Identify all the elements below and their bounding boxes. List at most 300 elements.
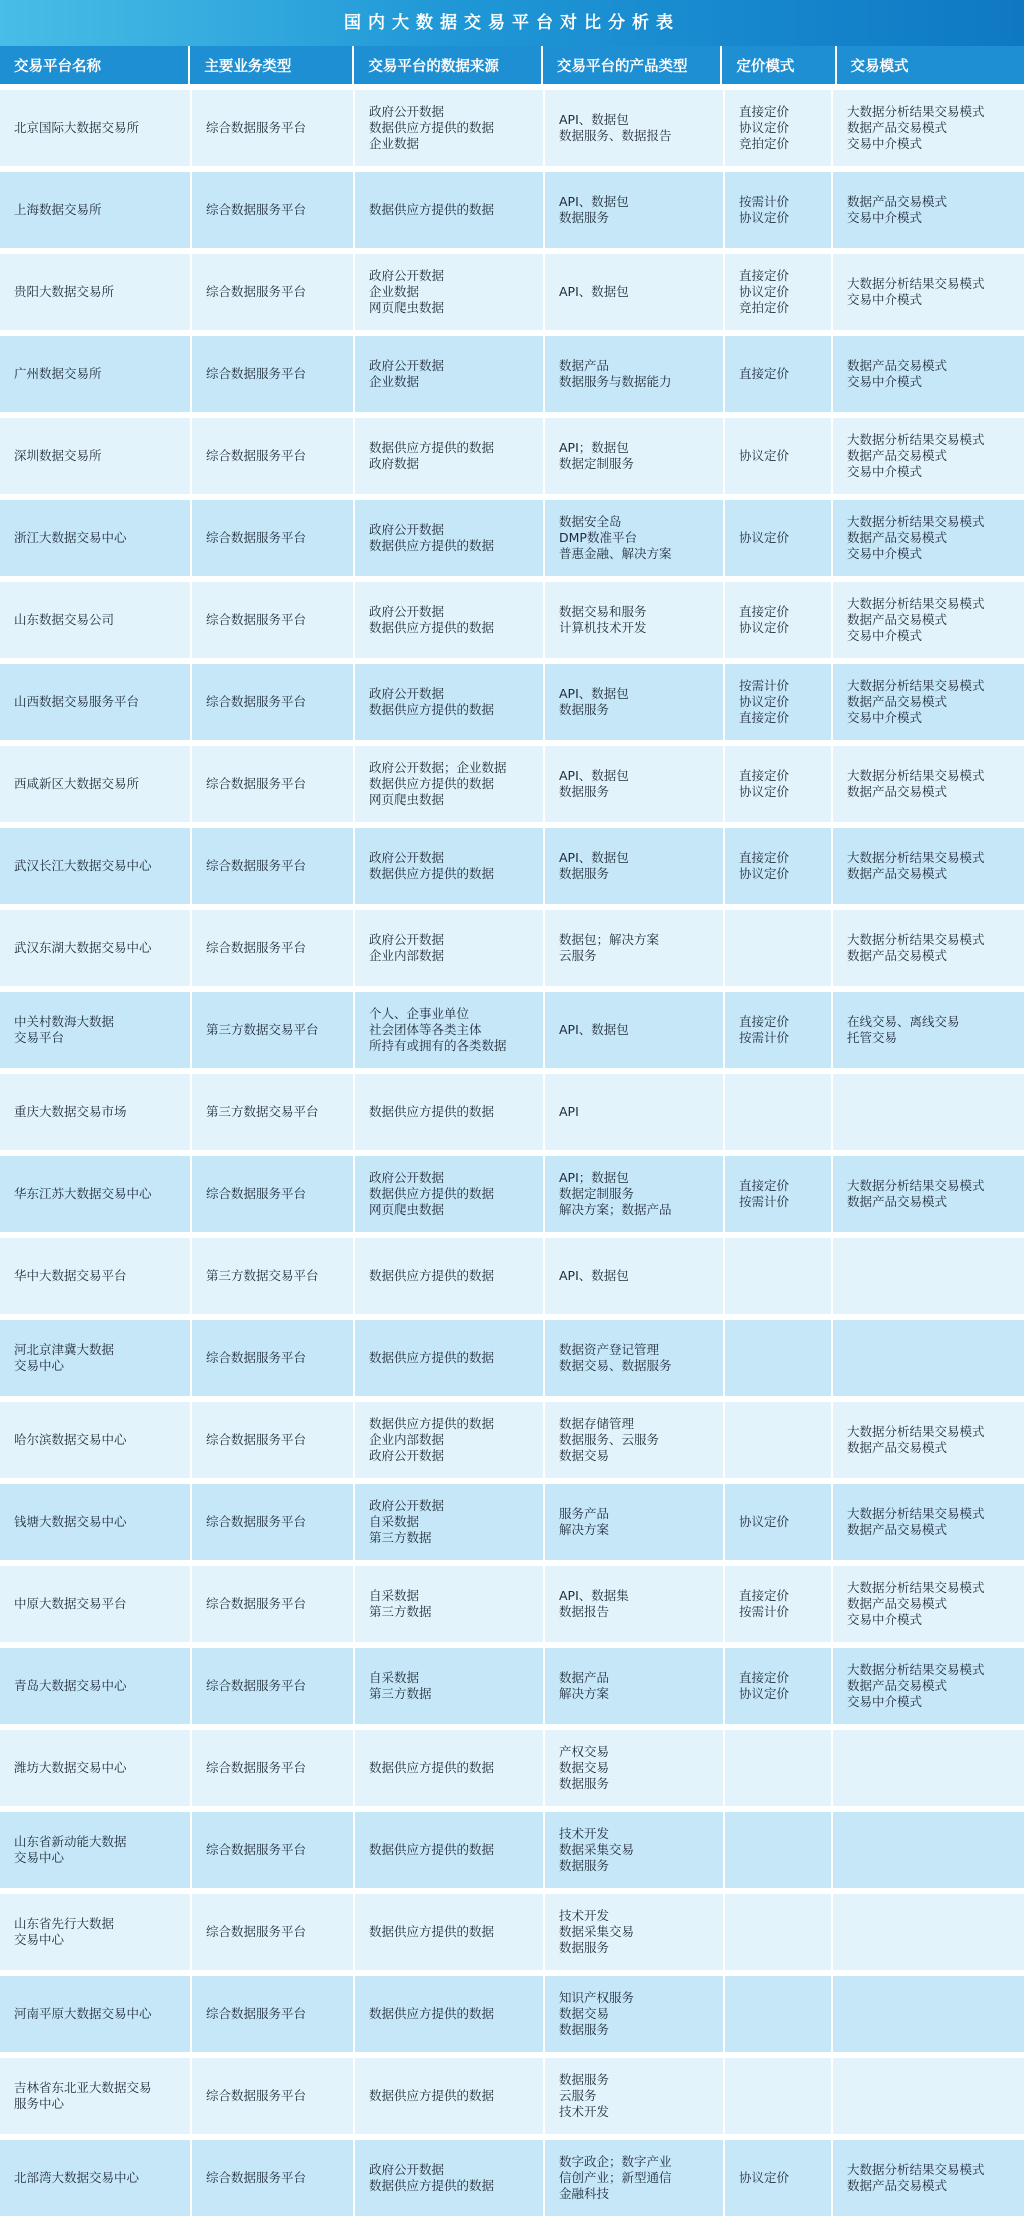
cell-line: 技术开发: [559, 1908, 610, 1923]
table-row: [0, 1402, 1024, 1478]
cell-line: 河南平原大数据交易中心: [14, 2006, 152, 2021]
cell-line: 数据采集交易: [559, 1924, 635, 1939]
cell-line: 北部湾大数据交易中心: [14, 2170, 140, 2185]
cell-line: 按需计价: [739, 1194, 790, 1209]
pricing-model-cell: [725, 1320, 833, 1396]
cell-line: API、数据包: [559, 686, 629, 701]
pricing-model-cell: [725, 582, 833, 658]
product-type-cell: [545, 336, 725, 412]
cell-line: 数据产品交易模式: [847, 448, 948, 463]
business-type-cell: [192, 254, 355, 330]
table-row: [0, 2058, 1024, 2134]
cell-line: 华中大数据交易平台: [14, 1268, 127, 1283]
pricing-model-cell: [725, 746, 833, 822]
cell-line: 综合数据服务平台: [206, 2006, 307, 2021]
cell-line: 数据服务: [559, 1858, 610, 1873]
cell-line: 数据定制服务: [559, 456, 635, 471]
table-row: [0, 500, 1024, 576]
cell-line: 交易中介模式: [847, 136, 923, 151]
data-source-cell: [355, 336, 545, 412]
cell-line: 大数据分析结果交易模式: [847, 2162, 985, 2177]
pricing-model-cell: [725, 664, 833, 740]
cell-line: 解决方案；数据产品: [559, 1202, 672, 1217]
cell-line: 政府公开数据: [369, 522, 445, 537]
trade-model-cell: [833, 1812, 1024, 1888]
cell-line: 数据产品: [559, 1670, 610, 1685]
platform-name-cell: [0, 254, 192, 330]
product-type-cell: [545, 1648, 725, 1724]
table-row: [0, 1484, 1024, 1560]
cell-line: 数据产品交易模式: [847, 530, 948, 545]
data-source-cell: [355, 582, 545, 658]
header-pricing-model: 定价模式: [722, 46, 836, 84]
trade-model-cell: [833, 1320, 1024, 1396]
cell-line: 数据服务: [559, 1940, 610, 1955]
cell-line: API、数据包: [559, 768, 629, 783]
cell-line: 综合数据服务平台: [206, 284, 307, 299]
cell-line: 数据交易: [559, 2006, 610, 2021]
cell-line: 数据产品交易模式: [847, 1678, 948, 1693]
platform-name-cell: [0, 1402, 192, 1478]
cell-line: 大数据分析结果交易模式: [847, 1506, 985, 1521]
header-business-type: 主要业务类型: [190, 46, 354, 84]
cell-line: 数据服务: [559, 2072, 610, 2087]
product-type-cell: [545, 2140, 725, 2216]
product-type-cell: [545, 910, 725, 986]
cell-line: 政府公开数据: [369, 1170, 445, 1185]
business-type-cell: [192, 992, 355, 1068]
table-row: [0, 1074, 1024, 1150]
business-type-cell: [192, 500, 355, 576]
cell-line: 综合数据服务平台: [206, 202, 307, 217]
platform-name-cell: [0, 1976, 192, 2052]
pricing-model-cell: [725, 1484, 833, 1560]
trade-model-cell: [833, 1976, 1024, 2052]
cell-line: API、数据包: [559, 284, 629, 299]
trade-model-cell: [833, 828, 1024, 904]
product-type-cell: [545, 1238, 725, 1314]
cell-line: 数据资产登记管理: [559, 1342, 660, 1357]
cell-line: 直接定价: [739, 1588, 790, 1603]
trade-model-cell: [833, 1894, 1024, 1970]
cell-line: 直接定价: [739, 1670, 790, 1685]
product-type-cell: [545, 90, 725, 166]
cell-line: 网页爬虫数据: [369, 300, 445, 315]
business-type-cell: [192, 910, 355, 986]
cell-line: 政府数据: [369, 456, 420, 471]
cell-line: 综合数据服务平台: [206, 448, 307, 463]
table-row: [0, 254, 1024, 330]
cell-line: 交易中介模式: [847, 464, 923, 479]
business-type-cell: [192, 1320, 355, 1396]
cell-line: 第三方数据交易平台: [206, 1268, 319, 1283]
platform-name-cell: [0, 418, 192, 494]
data-source-cell: [355, 1320, 545, 1396]
pricing-model-cell: [725, 1156, 833, 1232]
cell-line: 数字政企；数字产业: [559, 2154, 672, 2169]
cell-line: 综合数据服务平台: [206, 858, 307, 873]
cell-line: 上海数据交易所: [14, 202, 102, 217]
cell-line: 数据产品: [559, 358, 610, 373]
cell-line: 协议定价: [739, 284, 790, 299]
cell-line: 在线交易、离线交易: [847, 1014, 960, 1029]
cell-line: 综合数据服务平台: [206, 530, 307, 545]
cell-line: 数据服务: [559, 702, 610, 717]
business-type-cell: [192, 1976, 355, 2052]
trade-model-cell: [833, 582, 1024, 658]
data-source-cell: [355, 1648, 545, 1724]
cell-line: 第三方数据: [369, 1686, 432, 1701]
cell-line: API、数据包: [559, 850, 629, 865]
cell-line: 数据服务与数据能力: [559, 374, 672, 389]
header-data-source: 交易平台的数据来源: [354, 46, 543, 84]
trade-model-cell: [833, 2058, 1024, 2134]
cell-line: 普惠金融、解决方案: [559, 546, 672, 561]
data-source-cell: [355, 910, 545, 986]
cell-line: 数据供应方提供的数据: [369, 440, 495, 455]
cell-line: 数据服务: [559, 210, 610, 225]
cell-line: 解决方案: [559, 1686, 610, 1701]
platform-name-cell: [0, 992, 192, 1068]
cell-line: API、数据集: [559, 1588, 629, 1603]
cell-line: 直接定价: [739, 1014, 790, 1029]
platform-name-cell: [0, 336, 192, 412]
cell-line: 大数据分析结果交易模式: [847, 514, 985, 529]
cell-line: 潍坊大数据交易中心: [14, 1760, 127, 1775]
cell-line: 数据交易和服务: [559, 604, 647, 619]
cell-line: 数据产品交易模式: [847, 784, 948, 799]
cell-line: 数据产品交易模式: [847, 612, 948, 627]
cell-line: 大数据分析结果交易模式: [847, 276, 985, 291]
cell-line: 数据服务、数据报告: [559, 128, 672, 143]
trade-model-cell: [833, 1238, 1024, 1314]
data-source-cell: [355, 254, 545, 330]
data-source-cell: [355, 1812, 545, 1888]
business-type-cell: [192, 90, 355, 166]
cell-line: API、数据包: [559, 1022, 629, 1037]
cell-line: 服务产品: [559, 1506, 610, 1521]
cell-line: 技术开发: [559, 1826, 610, 1841]
cell-line: 深圳数据交易所: [14, 448, 102, 463]
cell-line: 协议定价: [739, 694, 790, 709]
platform-name-cell: [0, 1238, 192, 1314]
cell-line: 综合数据服务平台: [206, 1432, 307, 1447]
cell-line: 大数据分析结果交易模式: [847, 1662, 985, 1677]
cell-line: 第三方数据交易平台: [206, 1022, 319, 1037]
cell-line: 协议定价: [739, 530, 790, 545]
cell-line: 交易中介模式: [847, 374, 923, 389]
table-row: [0, 1566, 1024, 1642]
cell-line: 广州数据交易所: [14, 366, 102, 381]
cell-line: 数据供应方提供的数据: [369, 620, 495, 635]
product-type-cell: [545, 992, 725, 1068]
trade-model-cell: [833, 1648, 1024, 1724]
data-source-cell: [355, 828, 545, 904]
data-source-cell: [355, 1976, 545, 2052]
cell-line: 数据定制服务: [559, 1186, 635, 1201]
cell-line: 协议定价: [739, 1686, 790, 1701]
data-source-cell: [355, 1074, 545, 1150]
pricing-model-cell: [725, 1730, 833, 1806]
platform-name-cell: [0, 1812, 192, 1888]
cell-line: 技术开发: [559, 2104, 610, 2119]
data-source-cell: [355, 664, 545, 740]
cell-line: 政府公开数据: [369, 1498, 445, 1513]
platform-name-cell: [0, 1156, 192, 1232]
cell-line: 数据交易: [559, 1448, 610, 1463]
data-source-cell: [355, 2140, 545, 2216]
cell-line: 数据服务: [559, 784, 610, 799]
cell-line: 政府公开数据: [369, 104, 445, 119]
data-source-cell: [355, 1156, 545, 1232]
cell-line: 个人、企事业单位: [369, 1006, 470, 1021]
business-type-cell: [192, 664, 355, 740]
cell-line: 数据供应方提供的数据: [369, 1268, 495, 1283]
pricing-model-cell: [725, 336, 833, 412]
cell-line: 自采数据: [369, 1514, 420, 1529]
cell-line: 数据产品交易模式: [847, 2178, 948, 2193]
product-type-cell: [545, 254, 725, 330]
cell-line: 综合数据服务平台: [206, 2088, 307, 2103]
cell-line: 西咸新区大数据交易所: [14, 776, 140, 791]
business-type-cell: [192, 2140, 355, 2216]
data-source-cell: [355, 418, 545, 494]
cell-line: 青岛大数据交易中心: [14, 1678, 127, 1693]
cell-line: 山东省先行大数据: [14, 1916, 115, 1931]
cell-line: 数据供应方提供的数据: [369, 1924, 495, 1939]
platform-name-cell: [0, 172, 192, 248]
cell-line: 大数据分析结果交易模式: [847, 850, 985, 865]
product-type-cell: [545, 1566, 725, 1642]
table-row: [0, 418, 1024, 494]
product-type-cell: [545, 500, 725, 576]
platform-name-cell: [0, 664, 192, 740]
cell-line: 交易中介模式: [847, 628, 923, 643]
data-source-cell: [355, 1484, 545, 1560]
cell-line: 自采数据: [369, 1588, 420, 1603]
cell-line: 数据供应方提供的数据: [369, 2006, 495, 2021]
cell-line: 交易中介模式: [847, 292, 923, 307]
cell-line: 贵阳大数据交易所: [14, 284, 115, 299]
product-type-cell: [545, 1976, 725, 2052]
business-type-cell: [192, 1812, 355, 1888]
cell-line: 数据采集交易: [559, 1842, 635, 1857]
cell-line: 大数据分析结果交易模式: [847, 1178, 985, 1193]
cell-line: 数据产品交易模式: [847, 1440, 948, 1455]
cell-line: 综合数据服务平台: [206, 366, 307, 381]
cell-line: 大数据分析结果交易模式: [847, 1580, 985, 1595]
cell-line: 政府公开数据: [369, 2162, 445, 2177]
table-row: [0, 1648, 1024, 1724]
cell-line: 综合数据服务平台: [206, 1350, 307, 1365]
pricing-model-cell: [725, 1648, 833, 1724]
cell-line: 第三方数据交易平台: [206, 1104, 319, 1119]
cell-line: 第三方数据: [369, 1604, 432, 1619]
pricing-model-cell: [725, 828, 833, 904]
platform-name-cell: [0, 828, 192, 904]
cell-line: 综合数据服务平台: [206, 1924, 307, 1939]
cell-line: 协议定价: [739, 866, 790, 881]
cell-line: 政府公开数据: [369, 932, 445, 947]
pricing-model-cell: [725, 1074, 833, 1150]
cell-line: API；数据包: [559, 1170, 629, 1185]
trade-model-cell: [833, 1566, 1024, 1642]
data-source-cell: [355, 1238, 545, 1314]
cell-line: 企业数据: [369, 374, 420, 389]
cell-line: 数据供应方提供的数据: [369, 1416, 495, 1431]
cell-line: 协议定价: [739, 2170, 790, 2185]
cell-line: 数据服务: [559, 1776, 610, 1791]
pricing-model-cell: [725, 418, 833, 494]
cell-line: 云服务: [559, 2088, 597, 2103]
cell-line: 数据产品交易模式: [847, 120, 948, 135]
cell-line: 政府公开数据: [369, 604, 445, 619]
platform-name-cell: [0, 1894, 192, 1970]
cell-line: 数据供应方提供的数据: [369, 2088, 495, 2103]
cell-line: 数据供应方提供的数据: [369, 1842, 495, 1857]
cell-line: DMP数准平台: [559, 530, 637, 545]
table-row: [0, 1238, 1024, 1314]
product-type-cell: [545, 1812, 725, 1888]
cell-line: 中原大数据交易平台: [14, 1596, 127, 1611]
header-trade-model: 交易模式: [850, 58, 909, 75]
cell-line: 综合数据服务平台: [206, 120, 307, 135]
cell-line: 综合数据服务平台: [206, 694, 307, 709]
cell-line: 数据供应方提供的数据: [369, 866, 495, 881]
cell-line: 企业内部数据: [369, 1432, 445, 1447]
cell-line: 竞拍定价: [739, 136, 790, 151]
cell-line: 直接定价: [739, 710, 790, 725]
cell-line: API、数据包: [559, 1268, 629, 1283]
data-source-cell: [355, 992, 545, 1068]
product-type-cell: [545, 418, 725, 494]
cell-line: 综合数据服务平台: [206, 776, 307, 791]
cell-line: API；数据包: [559, 440, 629, 455]
table-row: [0, 992, 1024, 1068]
cell-line: 交易中介模式: [847, 546, 923, 561]
pricing-model-cell: [725, 2140, 833, 2216]
cell-line: 华东江苏大数据交易中心: [14, 1186, 152, 1201]
cell-line: 大数据分析结果交易模式: [847, 768, 985, 783]
cell-line: 吉林省东北亚大数据交易: [14, 2080, 152, 2095]
cell-line: 政府公开数据: [369, 686, 445, 701]
cell-line: API: [559, 1104, 579, 1119]
trade-model-cell: [833, 1156, 1024, 1232]
trade-model-cell: [833, 1074, 1024, 1150]
product-type-cell: [545, 1402, 725, 1478]
cell-line: 企业数据: [369, 284, 420, 299]
cell-line: 服务中心: [14, 2096, 65, 2111]
product-type-cell: [545, 1730, 725, 1806]
cell-line: 山西数据交易服务平台: [14, 694, 140, 709]
cell-line: 协议定价: [739, 210, 790, 225]
trade-model-cell: [833, 336, 1024, 412]
cell-line: 按需计价: [739, 194, 790, 209]
pricing-model-cell: [725, 1894, 833, 1970]
cell-line: 协议定价: [739, 1514, 790, 1529]
cell-line: 解决方案: [559, 1522, 610, 1537]
platform-name-cell: [0, 1484, 192, 1560]
cell-line: 知识产权服务: [559, 1990, 635, 2005]
platform-name-cell: [0, 1648, 192, 1724]
table-row: [0, 828, 1024, 904]
cell-line: 数据交易、数据服务: [559, 1358, 672, 1373]
cell-line: 按需计价: [739, 1030, 790, 1045]
cell-line: 数据产品交易模式: [847, 1194, 948, 1209]
table-row: [0, 336, 1024, 412]
cell-line: 数据供应方提供的数据: [369, 538, 495, 553]
cell-line: 中关村数海大数据: [14, 1014, 115, 1029]
business-type-cell: [192, 746, 355, 822]
pricing-model-cell: [725, 90, 833, 166]
table-header: [0, 46, 1024, 90]
table-row: [0, 910, 1024, 986]
pricing-model-cell: [725, 1566, 833, 1642]
table-row: [0, 1976, 1024, 2052]
cell-line: 交易平台: [14, 1030, 65, 1045]
data-source-cell: [355, 172, 545, 248]
pricing-model-cell: [725, 500, 833, 576]
trade-model-cell: [833, 1484, 1024, 1560]
business-type-cell: [192, 336, 355, 412]
business-type-cell: [192, 1402, 355, 1478]
trade-model-cell: [833, 172, 1024, 248]
pricing-model-cell: [725, 2058, 833, 2134]
cell-line: 大数据分析结果交易模式: [847, 932, 985, 947]
business-type-cell: [192, 1484, 355, 1560]
cell-line: 交易中介模式: [847, 1612, 923, 1627]
platform-name-cell: [0, 2058, 192, 2134]
cell-line: 综合数据服务平台: [206, 940, 307, 955]
table-row: [0, 90, 1024, 166]
business-type-cell: [192, 1074, 355, 1150]
platform-name-cell: [0, 582, 192, 658]
cell-line: 数据产品交易模式: [847, 358, 948, 373]
product-type-cell: [545, 172, 725, 248]
cell-line: 按需计价: [739, 678, 790, 693]
table-row: [0, 746, 1024, 822]
cell-line: 数据服务: [559, 866, 610, 881]
cell-line: 大数据分析结果交易模式: [847, 104, 985, 119]
table-row: [0, 1812, 1024, 1888]
cell-line: 第三方数据: [369, 1530, 432, 1545]
platform-name-cell: [0, 1730, 192, 1806]
data-source-cell: [355, 90, 545, 166]
cell-line: 计算机技术开发: [559, 620, 647, 635]
data-source-cell: [355, 1402, 545, 1478]
cell-line: 数据产品交易模式: [847, 1522, 948, 1537]
cell-line: 数据供应方提供的数据: [369, 1350, 495, 1365]
trade-model-cell: [833, 1402, 1024, 1478]
cell-line: 数据产品交易模式: [847, 1596, 948, 1611]
trade-model-cell: [833, 1730, 1024, 1806]
cell-line: 武汉东湖大数据交易中心: [14, 940, 152, 955]
cell-line: 云服务: [559, 948, 597, 963]
cell-line: 数据供应方提供的数据: [369, 1760, 495, 1775]
product-type-cell: [545, 1320, 725, 1396]
product-type-cell: [545, 746, 725, 822]
cell-line: 政府公开数据: [369, 850, 445, 865]
table-row: [0, 1894, 1024, 1970]
pricing-model-cell: [725, 1402, 833, 1478]
cell-line: 交易中介模式: [847, 210, 923, 225]
cell-line: 数据供应方提供的数据: [369, 2178, 495, 2193]
header-platform-name: 交易平台名称: [0, 46, 190, 84]
pricing-model-cell: [725, 1976, 833, 2052]
platform-name-cell: [0, 90, 192, 166]
cell-line: 政府公开数据；企业数据: [369, 760, 507, 775]
table-row: [0, 172, 1024, 248]
